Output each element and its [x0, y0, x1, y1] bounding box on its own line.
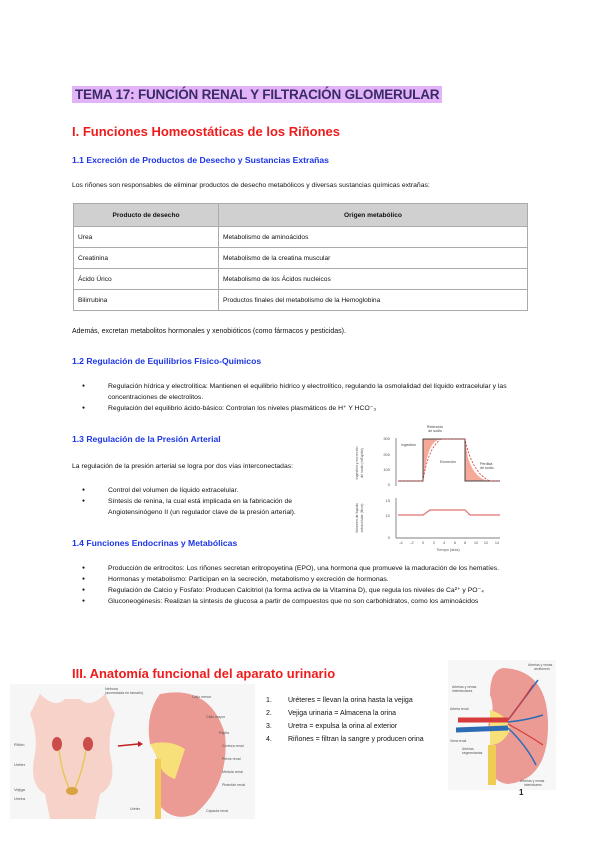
svg-text:Cápsula renal: Cápsula renal: [206, 809, 229, 813]
svg-text:Excreción: Excreción: [440, 460, 456, 464]
list-number: 2.: [266, 710, 272, 717]
table-cell: Metabolismo de la creatina muscular: [219, 248, 528, 269]
table-cell: Urea: [74, 227, 219, 248]
list-text: Uretra = expulsa la orina al exterior: [288, 723, 398, 730]
table-cell: Bilirrubina: [74, 290, 219, 311]
svg-text:Ingestión y excreción: Ingestión y excreción: [355, 446, 359, 480]
svg-text:Arterias y venas: Arterias y venas: [528, 663, 553, 667]
paragraph-xenobiotics-note: Además, excretan metabolitos hormonales y xenobióticos (como fármacos y pesticidas).: [72, 328, 346, 335]
svg-text:extracelular (litros): extracelular (litros): [360, 503, 364, 533]
list-text: Riñones = filtran la sangre y producen orina: [288, 736, 424, 743]
svg-text:4: 4: [442, 541, 446, 545]
svg-text:15: 15: [385, 498, 390, 503]
svg-text:8: 8: [463, 541, 467, 545]
svg-text:10: 10: [385, 513, 390, 518]
table-cell: Metabolismo de aminoácidos: [219, 227, 528, 248]
kidney-vessels-figure: [448, 660, 556, 790]
svg-text:interlobulares: interlobulares: [452, 689, 473, 693]
list-number: 1.: [266, 697, 272, 704]
list-number: 3.: [266, 723, 272, 730]
svg-text:-4: -4: [399, 541, 403, 545]
svg-text:Pelvis renal: Pelvis renal: [222, 757, 241, 761]
subsection-heading-1-2: 1.2 Regulación de Equilibrios Físico-Químicos: [72, 356, 262, 366]
svg-text:Arteria renal: Arteria renal: [450, 707, 469, 711]
table-row: [74, 227, 528, 248]
table-row: [74, 248, 528, 269]
svg-text:Pérdida: Pérdida: [480, 462, 493, 466]
subsection-heading-1-1: 1.1 Excreción de Productos de Desecho y Sustancias Extrañas: [72, 155, 329, 165]
list-item: ● Control del volumen de líquido extracelular.: [80, 485, 345, 496]
list-number: 4.: [266, 736, 272, 743]
page-number: 1: [519, 788, 524, 797]
list-pressure: [80, 485, 345, 518]
svg-text:6: 6: [453, 541, 457, 545]
svg-text:Ingestión: Ingestión: [401, 443, 416, 447]
table-cell: Ácido Úrico: [74, 269, 219, 290]
svg-text:de sodio: de sodio: [480, 466, 494, 470]
svg-text:Arterias y venas: Arterias y venas: [520, 779, 545, 783]
list-item: ● Hormonas y metabolismo: Participan en la secreción, metabolismo y excreción de hormonas.: [80, 574, 535, 585]
svg-text:Médula renal: Médula renal: [222, 770, 243, 774]
list-item: [266, 720, 476, 733]
svg-text:de sodio (mEq/día): de sodio (mEq/día): [360, 448, 364, 478]
list-text: Vejiga urinaria = Almacena la orina: [288, 710, 396, 717]
document-title: TEMA 17: FUNCIÓN RENAL Y FILTRACIÓN GLOMERULAR: [72, 86, 442, 103]
list-item: ● Regulación del equilibrio ácido-básico: Controlan los niveles plasmáticos de H⁺ Y HCO⁻₃: [80, 403, 535, 414]
svg-text:Retención: Retención: [426, 425, 444, 429]
svg-text:Uréter: Uréter: [130, 807, 140, 811]
svg-text:Uretra: Uretra: [14, 796, 26, 801]
list-item: ● Síntesis de renina, la cual está implicada en la fabricación de Angiotensinógeno II (un regulador clave de la presión arterial).: [80, 496, 345, 518]
svg-text:interlobares: interlobares: [524, 783, 542, 787]
list-physicochemical: [80, 381, 535, 414]
list-item: ● Regulación de Calcio y Fosfato: Producen Calcitriol (la forma activa de la Vitamina D), que regula los niveles de Ca²⁺ y PO⁻₄: [80, 585, 535, 596]
table-header: Origen metabólico: [219, 204, 528, 227]
table-header-row: [74, 204, 528, 227]
svg-text:-2: -2: [410, 541, 414, 545]
list-text: Uréteres = llevan la orina hasta la vejiga: [288, 697, 413, 704]
table-cell: Metabolismo de los Ácidos nucleicos: [219, 269, 528, 290]
svg-text:de sodio: de sodio: [428, 429, 442, 433]
svg-text:Cáliz menor: Cáliz menor: [192, 695, 212, 699]
kidney-vessels-svg: [448, 660, 556, 790]
list-item: ● Regulación hídrica y electrolítica: Mantienen el equilibrio hídrico y electrolítico, regulando la osmolalidad del líquido extracelular y las concentraciones de electrolitos.: [80, 381, 535, 403]
list-item: ● Gluconeogénesis: Realizan la síntesis de glucosa a partir de compuestos que no son carbohidratos, como los aminoácidos: [80, 596, 535, 607]
chart-svg: [340, 418, 540, 558]
svg-text:2: 2: [432, 541, 436, 545]
table-header: Producto de desecho: [74, 204, 219, 227]
svg-text:Corteza renal: Corteza renal: [222, 744, 244, 748]
subsection-heading-1-3: 1.3 Regulación de la Presión Arterial: [72, 434, 221, 444]
svg-text:Pirámide renal: Pirámide renal: [222, 783, 246, 787]
table-row: [74, 290, 528, 311]
svg-text:Tiempo (días): Tiempo (días): [436, 548, 460, 552]
svg-text:Cáliz mayor: Cáliz mayor: [206, 715, 225, 719]
svg-text:arciformes: arciformes: [534, 667, 550, 671]
urinary-system-figure: [10, 684, 255, 819]
svg-text:Papila: Papila: [219, 731, 229, 735]
svg-text:Uréter: Uréter: [14, 762, 26, 767]
list-item: [266, 707, 476, 720]
svg-text:Vejiga: Vejiga: [14, 787, 25, 792]
list-item: [266, 733, 476, 746]
list-endocrine: [80, 563, 535, 607]
svg-text:100: 100: [383, 467, 390, 472]
table-cell: Creatinina: [74, 248, 219, 269]
svg-text:0: 0: [421, 541, 425, 545]
waste-products-table: [73, 203, 528, 311]
svg-text:segmentarias: segmentarias: [462, 751, 483, 755]
svg-text:14: 14: [494, 541, 500, 545]
svg-text:Riñón: Riñón: [14, 742, 25, 747]
urinary-figure-svg: [10, 684, 255, 819]
svg-text:200: 200: [383, 452, 390, 457]
svg-text:Volumen de líquido: Volumen de líquido: [355, 503, 359, 533]
svg-text:0: 0: [387, 482, 390, 487]
svg-text:Nefrona: Nefrona: [105, 687, 118, 691]
svg-text:(aumentada en tamaño): (aumentada en tamaño): [105, 691, 144, 695]
section-heading-homeostatic: I. Funciones Homeostáticas de los Riñones: [72, 124, 341, 139]
svg-text:10: 10: [473, 541, 479, 545]
svg-text:Arterias y venas: Arterias y venas: [452, 685, 477, 689]
svg-text:300: 300: [383, 436, 390, 441]
list-item: [266, 694, 476, 707]
subsection-heading-1-4: 1.4 Funciones Endocrinas y Metabólicas: [72, 538, 238, 548]
svg-text:Arterias: Arterias: [462, 747, 474, 751]
urinary-organs-list: [266, 694, 476, 746]
table-row: [74, 269, 528, 290]
svg-text:0: 0: [387, 535, 390, 540]
paragraph-excretion-intro: Los riñones son responsables de eliminar productos de desecho metabólicos y diversas sustancias químicas extrañas:: [72, 182, 430, 189]
list-item: ● Producción de eritrocitos: Los riñones secretan eritropoyetina (EPO), una hormona que promueve la maduración de los hematíes.: [80, 563, 535, 574]
svg-text:12: 12: [483, 541, 489, 545]
section-heading-anatomy: III. Anatomía funcional del aparato urinario: [72, 666, 336, 681]
table-cell: Productos finales del metabolismo de la Hemoglobina: [219, 290, 528, 311]
paragraph-pressure-intro: La regulación de la presión arterial se logra por dos vías interconectadas:: [72, 463, 294, 470]
svg-text:Vena renal: Vena renal: [450, 739, 467, 743]
sodium-balance-chart: [340, 418, 540, 558]
